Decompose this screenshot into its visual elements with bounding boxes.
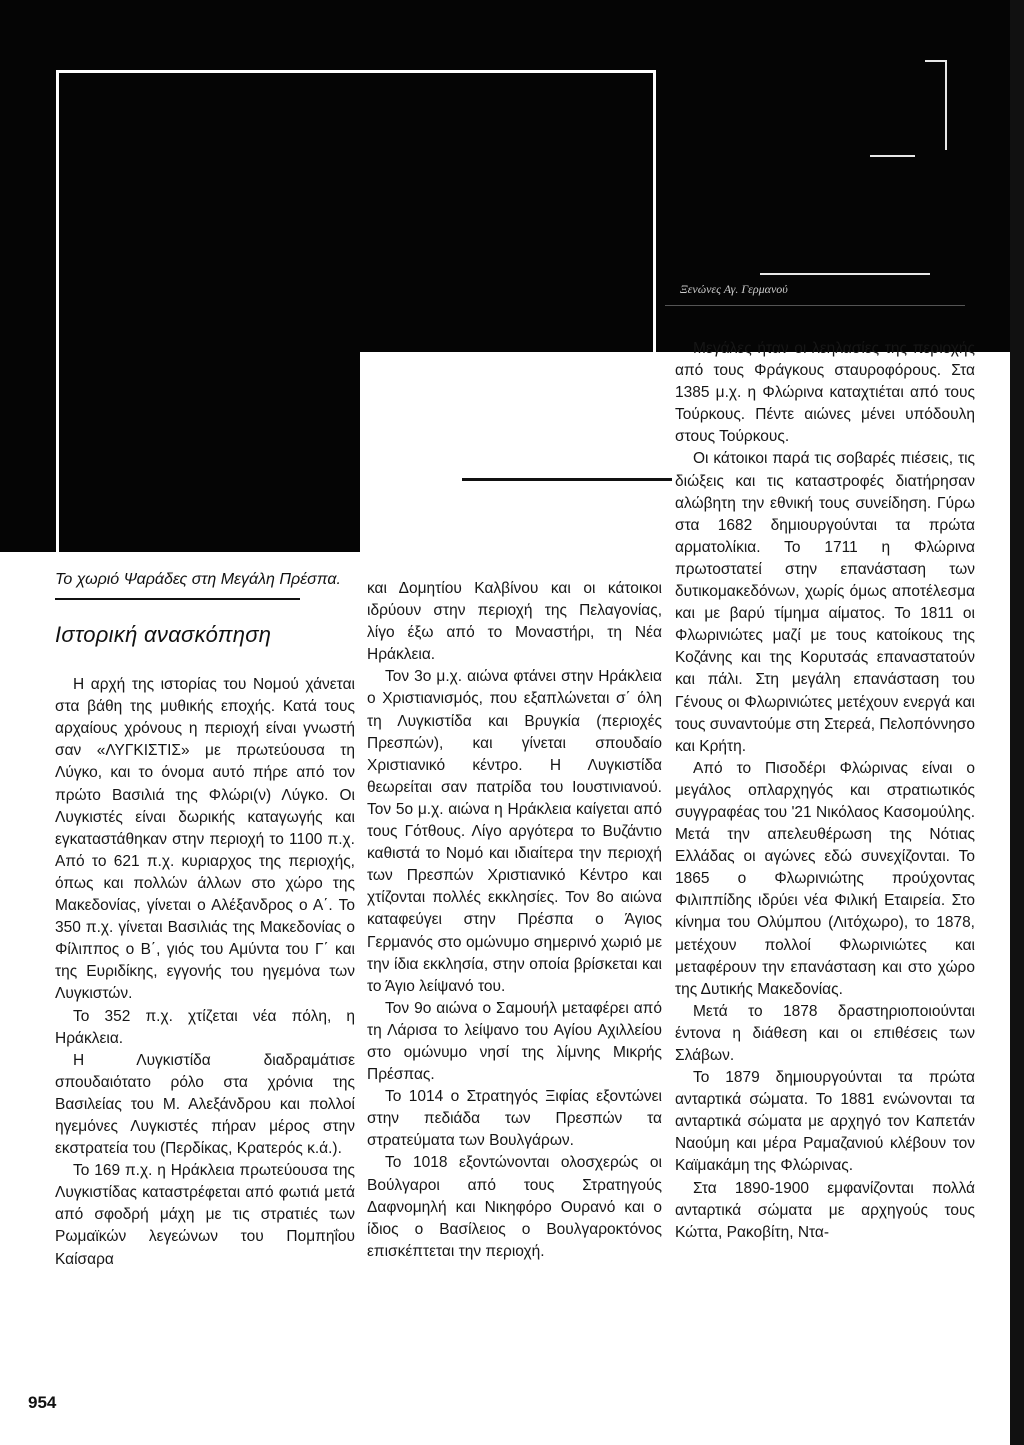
photo2-caption: Ξενώνες Αγ. Γερμανού xyxy=(680,282,788,296)
photo-detail-line xyxy=(945,60,947,150)
photo-detail-line xyxy=(870,155,915,157)
paragraph: Μεγάλες ήταν οι λεηλασίες της περιοχής από τους Φράγκους σταυροφόρους. Στα 1385 μ.χ. η Φλώρινα καταχτιέται από τους Τούρκους. Πέντε αιώνες μένει υπόδουλη στους Τούρκους. xyxy=(675,340,975,446)
caption-rule xyxy=(55,598,300,600)
paragraph: Μετά το 1878 δραστηριοποιούνται έντονα η διάθεση και οι επιθέσεις των Σλάβων. xyxy=(675,1002,975,1064)
paragraph: Στα 1890-1900 εμφανίζονται πολλά ανταρτικά σώματα με αρχηγούς τους Κώττα, Ρακοβίτη, Ντα- xyxy=(675,1179,975,1241)
page-number: 954 xyxy=(28,1393,57,1412)
paragraph: Η αρχή της ιστορίας του Νομού χάνεται στα βάθη της μυθικής εποχής. Κατά τους αρχαίους χρόνους η περιοχή είναι γνωστή σαν «ΛΥΓΚΙΣΤΙΣ» με πρωτεύουσα τη Λύγκο, και το όνομα αυτό πήρε από τον πρώτο Βασιλιά της Φλώρι(ν) Λύγκο. Οι Λυγκιστές είναι δωρικής καταγωγής και εγκαταστάθηκαν στην περιοχή το 1100 π.χ. Από το 621 π.χ. κυριαρχος της περιοχής, όπως και πολλών άλλων στο χώρο της Μακεδονίας, γίνεται ο Αλέξανδρος ο Α΄. Το 350 π.χ. γίνεται Βασιλιάς της Μακεδονίας ο Φίλιππος ο Β΄, γιός του Αμύντα του Γ΄ και της Ευριδίκης, εγγονής του ηγεμόνα των Λυγκιστών. xyxy=(55,676,355,1003)
section-title: Ιστορική ανασκόπηση xyxy=(55,622,272,647)
paragraph: Το 1879 δημιουργούνται τα πρώτα ανταρτικά σώματα. Το 1881 ενώνονται τα ανταρτικά σώματα με αρχηγό τον Καπετάν Ναούμη και μέρα Ραμαζανιού κλέβουν τον Καϊμακάμη της Φλώρινας. xyxy=(675,1069,975,1175)
paragraph: Από το Πισοδέρι Φλώρινας είναι ο μεγάλος οπλαρχηγός και στρατιωτικός συγγραφέας του '21 Νικόλαος Κασομούλης. Μετά την απελευθέρωση της Νότιας Ελλάδας οι αγώνες εδώ συνεχίζονται. Το 1865 ο Φλωρινιώτης προύχοντας Φιλιππίδης ιδρύει νέα Φιλική Εταιρεία. Στο κίνημα του Ολύμπου (Λιτόχωρο), το 1878, μετέχουν πολλοί Φλωρινιώτες και μεταφέρουν την επανάσταση και στο χώρο της Δυτικής Μακεδονίας. xyxy=(675,759,975,998)
photo1-caption: Το χωριό Ψαράδες στη Μεγάλη Πρέσπα. xyxy=(55,571,341,588)
paragraph: Το 1014 ο Στρατηγός Ξιφίας εξοντώνει στην πεδιάδα των Πρεσπών τα στρατεύματα των Βουλγάρων. xyxy=(367,1088,662,1150)
photo-edge-rule xyxy=(462,478,672,481)
photo-detail-line xyxy=(925,60,945,62)
column-3 xyxy=(675,338,975,1244)
photo-right-area xyxy=(655,70,1024,352)
paragraph: Το 352 π.χ. χτίζεται νέα πόλη, η Ηράκλεια. xyxy=(55,1007,355,1047)
page-edge-bar xyxy=(1010,0,1024,1445)
column-1 xyxy=(55,570,355,1271)
paragraph: Η Λυγκιστίδα διαδραμάτισε σπουδαιότατο ρόλο στα χρόνια της Βασιλείας του Μ. Αλεξάνδρου και πολλοί ηγεμόνες Λυγκιστές πήραν μέρος στην εκστρατεία του (Περδίκας, Κρατερός κ.ά.). xyxy=(55,1051,355,1158)
column-2 xyxy=(367,578,662,1263)
paragraph: Τον 3ο μ.χ. αιώνα φτάνει στην Ηράκλεια ο Χριστιανισμός, που εξαπλώνεται σ΄ όλη τη Λυγκιστίδα και Βρυγκία (περιοχές Πρεσπών), και γίνεται σπουδαίο Χριστιανικό κέντρο. Η Λυγκιστίδα θεωρείται σαν πατρίδα του Ιουστινιανού. Τον 5ο μ.χ. αιώνα η Ηράκλεια καίγεται από τους Γότθους. Λίγο αργότερα το Βυζάντιο καθιστά το Νομό και ιδιαίτερα την περιοχή των Πρεσπών Χριστιανικό Κέντρο και χτίζονται πολλές εκκλησίες. Τον 8ο αιώνα καταφεύγει στην Πρέσπα ο Άγιος Γερμανός στο ομώνυμο σημερινό χωριό με την ίδια εκκλησία, στην οποία βρίσκεται και το Άγιο λείψανό του. xyxy=(367,668,662,995)
photo-detail-line xyxy=(760,273,930,275)
paragraph: Το 169 π.χ. η Ηράκλεια πρωτεύουσα της Λυγκιστίδας καταστρέφεται από φωτιά μετά από σφοδρή μάχη με τις στρατιές των Ρωμαϊκών λεγεώνων του Πομπηΐου Καίσαρα xyxy=(55,1162,355,1268)
photo-caption-rule xyxy=(665,305,965,306)
paragraph: και Δομητίου Καλβίνου και οι κάτοικοι ιδρύουν στην περιοχή της Πελαγονίας, λίγο έξω από το Μοναστήρι, τη Νέα Ηράκλεια. xyxy=(367,580,662,664)
paragraph: Το 1018 εξοντώνονται ολοσχερώς οι Βούλγαροι από τους Στρατηγούς Δαφνομηλή και Νικηφόρο Ουρανό και ο ίδιος ο Βασίλειος ο Βουλγαροκτόνος επισκέπτεται την περιοχή. xyxy=(367,1154,662,1260)
paragraph: Οι κάτοικοι παρά τις σοβαρές πιέσεις, τις διώξεις και τις καταστροφές διατήρησαν αλώβητη την εθνική τους συνείδηση. Γύρω στα 1682 δημιουργούνται τα πρώτα αρματολίκια. Το 1711 η Φλώρινα πρωτοστατεί στην επανάσταση των δυτικομακεδόνων, χωρίς όμως αποτέλεσμα και με βαρύ τίμημα αίματος. Το 1811 οι Φλωρινιώτες μαζί με τους κατοίκους της Κοζάνης και της Κορυτσάς επαναστατούν και πάλι. Στη μεγάλη επανάσταση του Γένους οι Φλωρινιώτες μετέχουν ενεργά και τους συναντούμε στη Στερεά, Πελοπόννησο και Κρήτη. xyxy=(675,450,975,755)
paragraph: Τον 9ο αιώνα ο Σαμουήλ μεταφέρει από τη Λάρισα το λείψανο του Αγίου Αχιλλείου στο ομώνυμο νησί της λίμνης Μικρής Πρέσπας. xyxy=(367,999,662,1084)
